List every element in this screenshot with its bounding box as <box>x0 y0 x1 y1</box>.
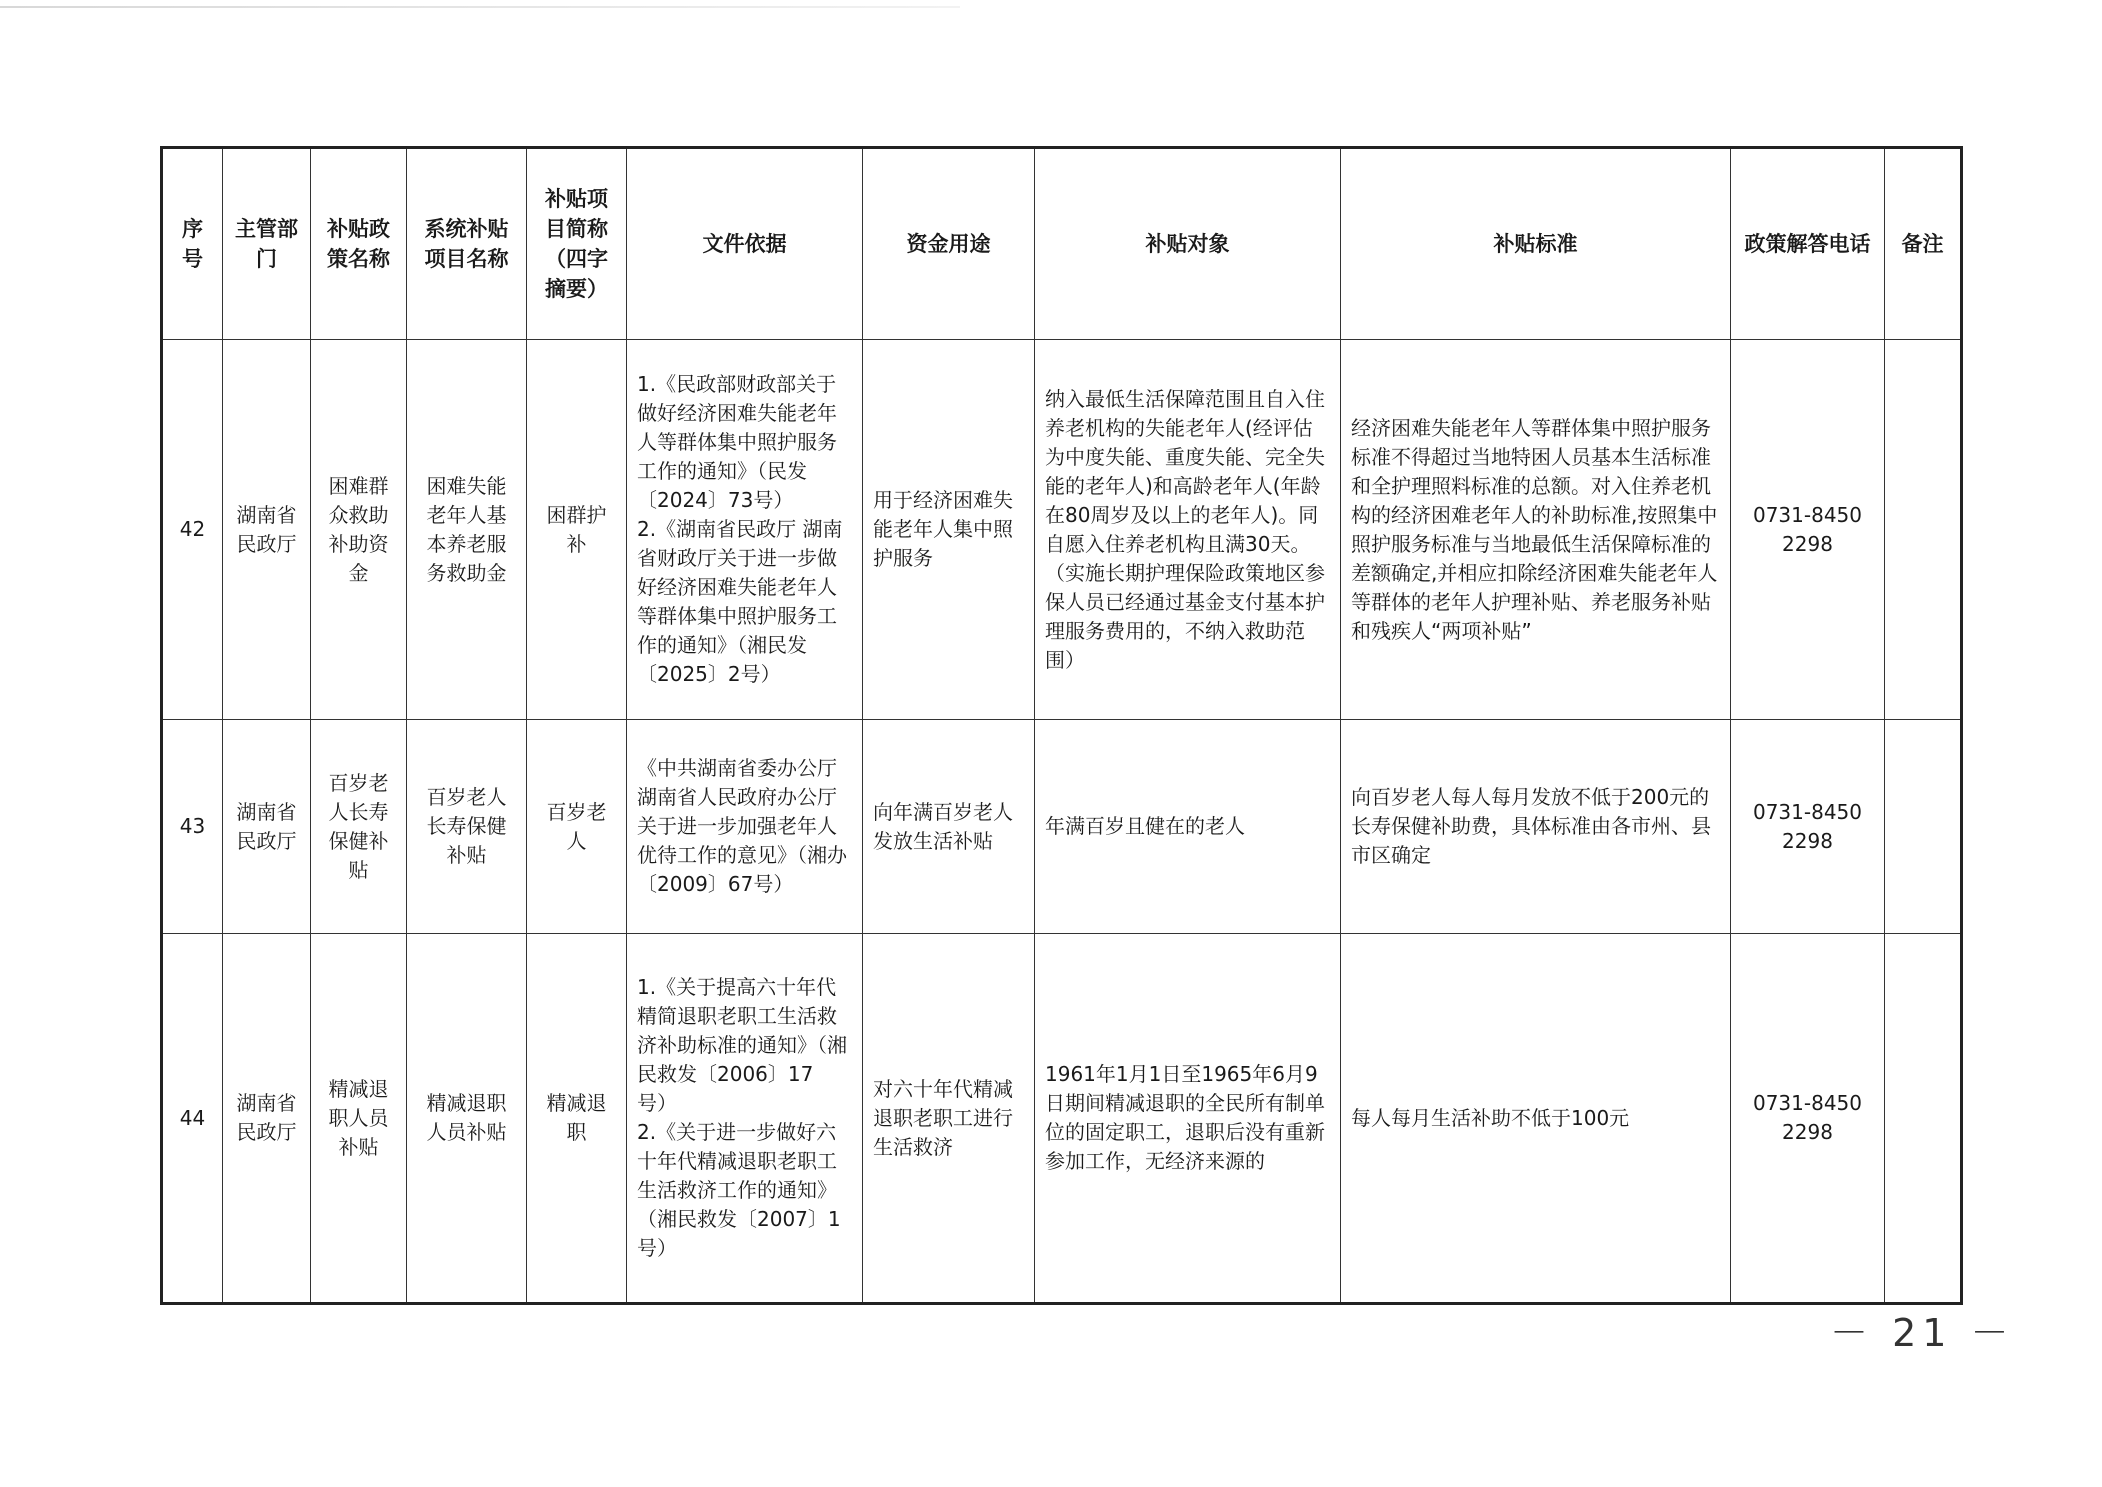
header-system-item: 系统补贴项目名称 <box>407 148 527 340</box>
cell-standard: 经济困难失能老年人等群体集中照护服务标准不得超过当地特困人员基本生活标准和全护理照料标准的总额。对入住养老机构的经济困难老年人的补助标准,按照集中照护服务标准与当地最低生活保障标准的差额确定,并相应扣除经济困难失能老年人等群体的老年人护理补贴、养老服务补贴和残疾人“两项补贴” <box>1341 340 1731 720</box>
table-row <box>162 340 1962 720</box>
cell-phone: 0731-8450 2298 <box>1731 340 1885 720</box>
cell-standard: 每人每月生活补助不低于100元 <box>1341 934 1731 1304</box>
cell-seq: 43 <box>162 720 223 934</box>
cell-phone: 0731-8450 2298 <box>1731 934 1885 1304</box>
cell-policy: 百岁老人长寿保健补贴 <box>311 720 407 934</box>
scan-edge-line <box>0 6 960 8</box>
header-dept: 主管部门 <box>223 148 311 340</box>
cell-policy: 困难群众救助补助资金 <box>311 340 407 720</box>
table-header-row <box>162 148 1962 340</box>
cell-remark <box>1885 934 1962 1304</box>
header-basis: 文件依据 <box>627 148 863 340</box>
cell-remark <box>1885 720 1962 934</box>
cell-abbr: 百岁老人 <box>527 720 627 934</box>
cell-dept: 湖南省民政厅 <box>223 340 311 720</box>
header-target: 补贴对象 <box>1035 148 1341 340</box>
cell-basis: 《中共湖南省委办公厅 湖南省人民政府办公厅关于进一步加强老年人优待工作的意见》（湘办〔2009〕67号） <box>627 720 863 934</box>
page-number: － 21 － <box>1830 1311 2015 1355</box>
header-remark: 备注 <box>1885 148 1962 340</box>
cell-seq: 42 <box>162 340 223 720</box>
cell-abbr: 困群护补 <box>527 340 627 720</box>
cell-use: 对六十年代精减退职老职工进行生活救济 <box>863 934 1035 1304</box>
cell-use: 用于经济困难失能老年人集中照护服务 <box>863 340 1035 720</box>
cell-basis: 1.《民政部财政部关于做好经济困难失能老年人等群体集中照护服务工作的通知》（民发〔2024〕73号） 2.《湖南省民政厅 湖南省财政厅关于进一步做好经济困难失能老年人等群体集中照护服务工作的通知》（湘民发〔2025〕2号） <box>627 340 863 720</box>
header-seq: 序号 <box>162 148 223 340</box>
cell-dept: 湖南省民政厅 <box>223 934 311 1304</box>
cell-use: 向年满百岁老人发放生活补贴 <box>863 720 1035 934</box>
cell-remark <box>1885 340 1962 720</box>
header-use: 资金用途 <box>863 148 1035 340</box>
cell-system-item: 精减退职人员补贴 <box>407 934 527 1304</box>
header-phone: 政策解答电话 <box>1731 148 1885 340</box>
cell-basis: 1.《关于提高六十年代精简退职老职工生活救济补助标准的通知》（湘民救发〔2006〕17号） 2.《关于进一步做好六十年代精减退职老职工生活救济工作的通知》（湘民救发〔2007〕1号） <box>627 934 863 1304</box>
cell-system-item: 困难失能老年人基本养老服务救助金 <box>407 340 527 720</box>
cell-phone: 0731-8450 2298 <box>1731 720 1885 934</box>
cell-standard: 向百岁老人每人每月发放不低于200元的长寿保健补助费，具体标准由各市州、县市区确定 <box>1341 720 1731 934</box>
cell-target: 纳入最低生活保障范围且自入住养老机构的失能老年人(经评估为中度失能、重度失能、完全失能的老年人)和高龄老年人(年龄在80周岁及以上的老年人)。同自愿入住养老机构且满30天。（实施长期护理保险政策地区参保人员已经通过基金支付基本护理服务费用的，不纳入救助范围） <box>1035 340 1341 720</box>
subsidy-policy-table <box>160 146 1963 1305</box>
cell-seq: 44 <box>162 934 223 1304</box>
table-row <box>162 934 1962 1304</box>
header-standard: 补贴标准 <box>1341 148 1731 340</box>
cell-target: 年满百岁且健在的老人 <box>1035 720 1341 934</box>
cell-policy: 精减退职人员补贴 <box>311 934 407 1304</box>
table-row <box>162 720 1962 934</box>
cell-dept: 湖南省民政厅 <box>223 720 311 934</box>
cell-system-item: 百岁老人长寿保健补贴 <box>407 720 527 934</box>
header-abbr: 补贴项目简称（四字摘要） <box>527 148 627 340</box>
header-policy: 补贴政策名称 <box>311 148 407 340</box>
cell-target: 1961年1月1日至1965年6月9日期间精减退职的全民所有制单位的固定职工，退职后没有重新参加工作，无经济来源的 <box>1035 934 1341 1304</box>
cell-abbr: 精减退职 <box>527 934 627 1304</box>
